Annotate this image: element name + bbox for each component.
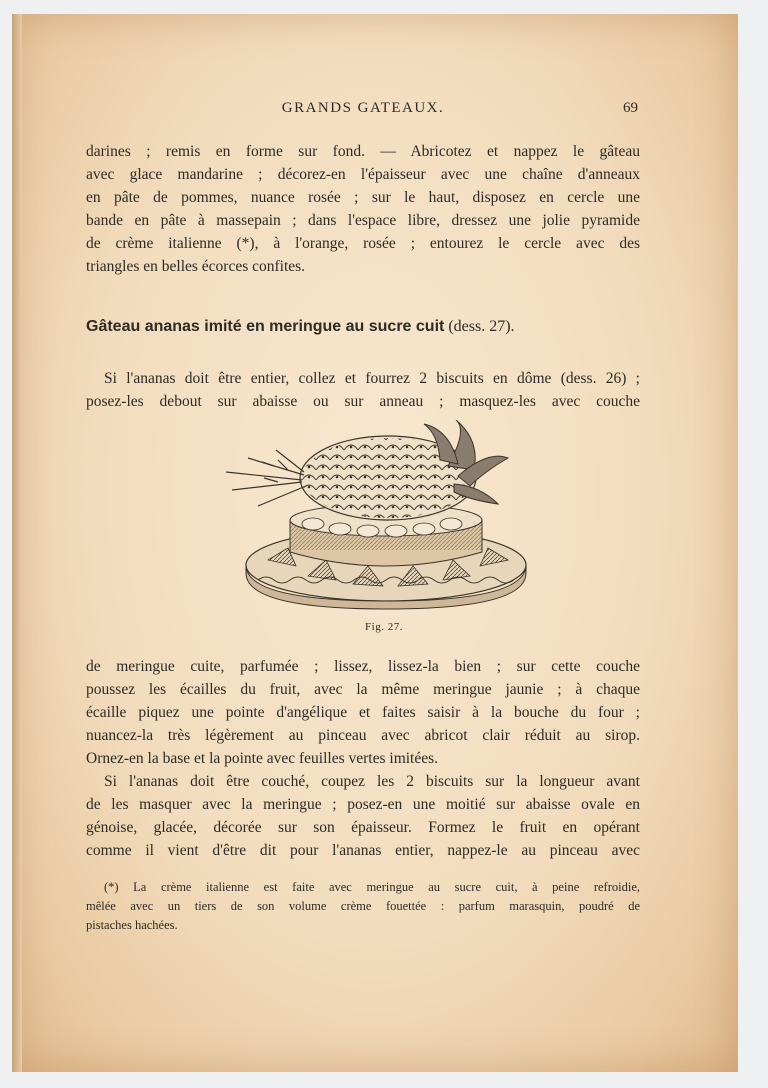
- page-number: 69: [623, 100, 638, 116]
- text-line: de crème italienne (*), à l'orange, rosée ; entourez le cercle avec des: [86, 235, 640, 252]
- text-line: darines ; remis en forme sur fond. — Abricotez et nappez le gâteau: [86, 143, 640, 160]
- footnote-line: pistaches hachées.: [86, 918, 178, 932]
- pineapple-cake-engraving: [218, 420, 538, 615]
- text-line: triangles en belles écorces confites.: [86, 258, 306, 275]
- pineapple-cake-illustration: [218, 420, 538, 615]
- text-line: poussez les écailles du fruit, avec la même meringue jaunie ; à chaque: [86, 681, 640, 698]
- text-line: Si l'ananas doit être couché, coupez les 2 biscuits sur la longueur avant: [104, 773, 640, 790]
- footnote-line: (*) La crème italienne est faite avec meringue au sucre cuit, à peine refroidie,: [104, 880, 640, 894]
- text-line: Ornez-en la base et la pointe avec feuilles vertes imitées.: [86, 750, 439, 767]
- running-head: GRANDS GATEAUX.: [281, 100, 445, 116]
- text-line: écaille piquez une pointe d'angélique et faites saisir à la bouche du four ;: [86, 704, 640, 721]
- text-line: bande en pâte à massepain ; dans l'espace libre, dressez une jolie pyramide: [86, 212, 640, 229]
- page-spine-shadow: [12, 14, 22, 1072]
- text-line: de les masquer avec la meringue ; posez-en une moitié sur abaisse ovale en: [86, 796, 640, 813]
- text-line: Si l'ananas doit être entier, collez et fourrez 2 biscuits en dôme (dess. 26) ;: [104, 370, 640, 387]
- figure-caption: Fig. 27.: [365, 621, 403, 633]
- recipe-title-ref: (dess. 27).: [444, 318, 515, 335]
- text-line: en pâte de pommes, nuance rosée ; sur le haut, disposez en cercle une: [86, 189, 640, 206]
- text-line: comme il vient d'être dit pour l'ananas entier, nappez-le au pinceau avec: [86, 842, 640, 859]
- paragraph-intro: [86, 367, 640, 413]
- recipe-heading: [86, 318, 640, 342]
- text-line: posez-les debout sur abaisse ou sur anneau ; masquez-les avec couche: [86, 393, 640, 410]
- text-line: génoise, glacée, décorée sur son épaisseur. Formez le fruit en opérant: [86, 819, 640, 836]
- paragraph-continued: [86, 140, 640, 278]
- footnote-line: mêlée avec un tiers de son volume crème fouettée : parfum marasquin, poudré de: [86, 899, 640, 913]
- page-header: [88, 100, 638, 122]
- paragraph-body: [86, 655, 640, 862]
- text-line: de meringue cuite, parfumée ; lissez, lissez-la bien ; sur cette couche: [86, 658, 640, 675]
- recipe-title: Gâteau ananas imité en meringue au sucre cuit: [86, 318, 445, 335]
- text-line: nuancez-la très légèrement au pinceau avec abricot clair réduit au sirop.: [86, 727, 640, 744]
- footnote: [86, 878, 640, 935]
- text-line: avec glace mandarine ; décorez-en l'épaisseur avec une chaîne d'anneaux: [86, 166, 640, 183]
